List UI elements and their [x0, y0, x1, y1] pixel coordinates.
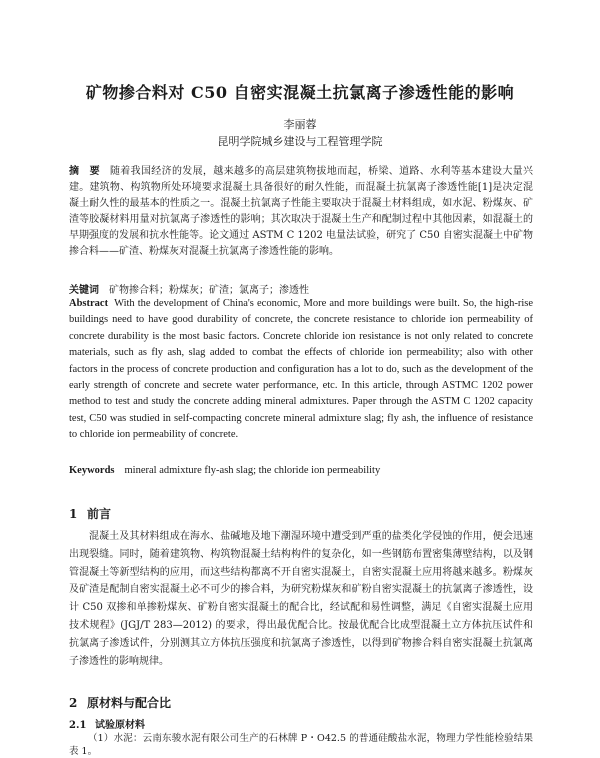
abstract-english-label: Abstract: [69, 298, 109, 309]
introduction-paragraph: 混凝土及其材料组成在海水、盐碱地及地下潮湿环境中遭受到严重的盐类化学侵蚀的作用，便会迅速出现裂缝。同时，随着建筑物、构筑物混凝土结构构件的复杂化，如一些钢筋布置密集薄壁结构，以及钢管混凝土等新型结构的应用，而这些结构都离不开自密实混凝土，自密实混凝土应用将越来越多。粉煤灰及矿渣是配制自密实混凝土必不可少的掺合料，为研究粉煤灰和矿粉自密实混凝土的抗氯离子渗透性，设计 C50 双掺和单掺粉煤灰、矿粉自密实混凝土的配合比，经试配和易性调整，满足《自密实混凝土应用技术规程》(JGJ/T 283—2012) 的要求，得出最优配合比。按最优配合比成型混凝土立方体抗压试件和抗氯离子渗透试件，分别测其立方体抗压强度和抗氯离子渗透性，以得到矿物掺合料自密实混凝土抗氯离子渗透性的影响规律。: [69, 531, 533, 667]
author-name: 李丽蓉: [283, 118, 317, 131]
section-heading-materials: [69, 694, 171, 711]
subsection-title: 试验原材料: [95, 720, 145, 731]
abstract-chinese-label: 摘 要: [69, 166, 100, 177]
abstract-english: [69, 296, 533, 444]
author-affiliation: 昆明学院城乡建设与工程管理学院: [217, 135, 383, 148]
abstract-chinese: [69, 164, 533, 260]
subsection-heading-raw-materials: [69, 716, 145, 731]
section-number: 1: [69, 507, 78, 521]
keywords-english: [69, 464, 533, 478]
section-title: 前言: [87, 507, 112, 521]
keywords-english-label: Keywords: [69, 465, 115, 476]
keywords-chinese-text: 矿物掺合料；粉煤灰；矿渣；氯离子；渗透性: [109, 285, 309, 296]
cement-paragraph: （1）水泥：云南东骏水泥有限公司生产的石林牌 P・O42.5 的普通硅酸盐水泥，物理力学性能检验结果表 1。: [69, 733, 533, 757]
keywords-english-text: mineral admixture fly-ash slag; the chloride ion permeability: [124, 465, 381, 476]
section-number: 2: [69, 696, 78, 710]
section-title: 原材料与配合比: [87, 696, 172, 710]
subsection-number: 2.1: [69, 720, 87, 731]
abstract-chinese-text: 随着我国经济的发展，越来越多的高层建筑物拔地而起，桥梁、道路、水利等基本建设大量兴建。建筑物、构筑物所处环境要求混凝土具备很好的耐久性能，而混凝土抗氯离子渗透性能[1]是决定混凝土耐久性的最基本的性质之一。混凝土抗氯离子性能主要取决于混凝土材料组成，如水泥、粉煤灰、矿渣等胶凝材料用量对抗氯离子渗透性的影响；其次取决于混凝土生产和配制过程中其他因素，如混凝土的早期强度的发展和抗水性能等。论文通过 ASTM C 1202 电量法试验，研究了 C50 自密实混凝土中矿物掺合料——矿渣、粉煤灰对混凝土抗氯离子渗透性能的影响。: [69, 166, 534, 257]
keywords-chinese-label: 关键词: [69, 285, 99, 296]
abstract-english-text: With the development of China's economic, More and more buildings were built. So, the high-rise buildings need to have good durability of concrete, the concrete resistance to chloride ion permeability of concrete durability is the most basic factors. Concrete chloride ion resistance is not only related to concrete materials, such as fly ash, slag added to combat the effects of chloride ion permeability; also with other factors in the process of concrete production and configuration has a lot to do, such as the development of the early strength of concrete and secrete water performance, etc. In this article, through ASTMC 1202 power method to test and study the concrete adding mineral admixtures. Paper through the ASTM C 1202 capacity test, C50 was studied in self-compacting concrete mineral admixture slag; fly ash, the influence of resistance to chloride ion permeability of concrete.: [69, 298, 533, 441]
paper-title: 矿物掺合料对 C50 自密实混凝土抗氯离子渗透性能的影响: [85, 83, 515, 102]
section-heading-introduction: [69, 505, 111, 522]
